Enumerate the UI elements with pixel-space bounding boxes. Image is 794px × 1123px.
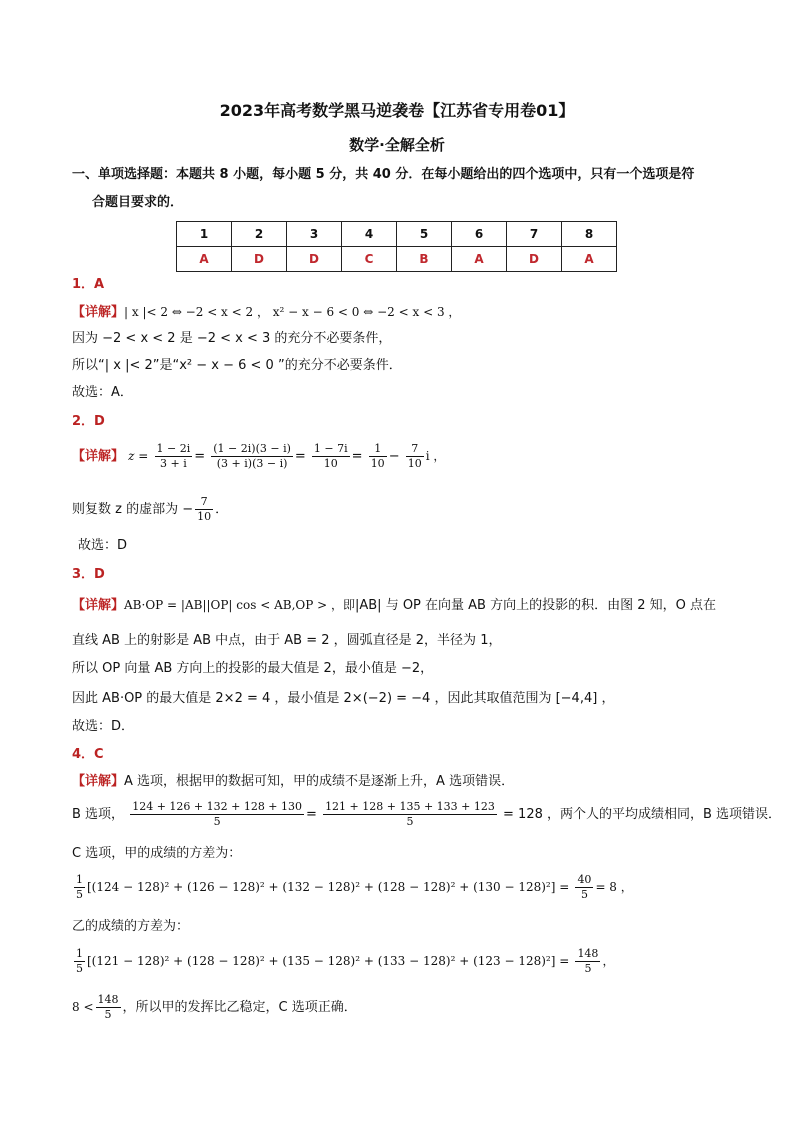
q1-line4: 故选：A．	[72, 385, 133, 400]
q2-frac3: $\frac{1 - 7i}{10}$	[313, 442, 348, 470]
q2-tag: 【详解】	[72, 449, 125, 464]
question-answer: A	[452, 247, 507, 272]
q1-tag: 【详解】	[72, 305, 125, 320]
question-answer: A	[177, 247, 232, 272]
q2-line2: 则复数 z 的虚部为 − $\frac{7}{10}$ ．	[72, 495, 229, 523]
question-number: 5	[397, 222, 452, 247]
answer-table-numbers	[177, 222, 617, 247]
q4-frac-one: $\frac{1}{5}$	[76, 873, 83, 901]
question-number: 1	[177, 222, 232, 247]
q4-line3: C 选项，甲的成绩的方差为：	[72, 846, 242, 861]
q4-frac-a: $\frac{124 + 126 + 132 + 128 + 130}{5}$	[132, 800, 303, 828]
q3-tag: 【详解】	[72, 598, 125, 613]
q3-line5: 故选：D．	[72, 719, 135, 734]
q1-expr: | x |< 2 ⇔ −2 < x < 2 ， x² − x − 6 < 0 ⇔ −2 < x < 3 ，	[124, 305, 461, 319]
question-number: 4	[342, 222, 397, 247]
q4-frac-148: $\frac{148}{5}$	[577, 947, 599, 975]
page-title: 2023年高考数学黑马逆袭卷【江苏省专用卷01】	[219, 101, 575, 120]
q4-line2: B 选项， $\frac{124 + 126 + 132 + 128 + 130}{5}$ = $\frac{121 + 128 + 135 + 133 + 123}{5}$ = 128 ，两个人的平均成绩相同，B 选项错误．	[72, 800, 782, 828]
q2-frac2: $\frac{(1 - 2i)(3 - i)}{(3 + i)(3 - i)}$	[213, 442, 291, 470]
q1-line3: 所以“| x |< 2”是“x² − x − 6 < 0 ”的充分不必要条件．	[72, 358, 402, 373]
q1-line1	[72, 303, 460, 322]
section-heading-cont: 合题目要求的．	[92, 195, 184, 210]
q3-heading: 3．D	[72, 567, 105, 582]
q3-line2: 直线 AB 上的射影是 AB 中点，由于 AB = 2 ，圆弧直径是 2，半径为 1，	[72, 633, 502, 648]
question-number: 7	[507, 222, 562, 247]
question-number: 3	[287, 222, 342, 247]
q2-heading: 2．D	[72, 414, 105, 429]
q2-frac6: $\frac{7}{10}$	[197, 495, 212, 523]
q4-line6: $\frac{1}{5}$ [(121 − 128)² + (128 − 128)² + (135 − 128)² + (133 − 128)² + (123 − 128)²] = $\frac{148}{5}$ ，	[76, 947, 615, 975]
question-number: 2	[232, 222, 287, 247]
question-answer: D	[287, 247, 342, 272]
q4-frac-40: $\frac{40}{5}$	[577, 873, 592, 901]
answer-table	[176, 221, 617, 272]
answer-table-answers	[177, 247, 617, 272]
q3-line1: 【详解】AB·OP = |AB||OP| cos < AB,OP > ，即|AB| 与 OP 在向量 AB 方向上的投影的积．由图 2 知，O 点在	[72, 598, 717, 613]
q3-line3: 所以 OP 向量 AB 方向上的投影的最大值是 2，最小值是 −2，	[72, 661, 434, 676]
q4-line5: 乙的成绩的方差为：	[72, 919, 190, 934]
q3-expr: AB·OP = |AB||OP| cos < AB,OP > ，即	[124, 598, 355, 612]
question-number: 8	[562, 222, 617, 247]
q4-frac-148b: $\frac{148}{5}$	[97, 993, 119, 1021]
q1-heading: 1．A	[72, 277, 105, 292]
q4-line4: $\frac{1}{5}$ [(124 − 128)² + (126 − 128)² + (132 − 128)² + (128 − 128)² + (130 − 128)²] = $\frac{40}{5}$ = 8 ，	[76, 873, 633, 901]
section-heading: 一、单项选择题：本题共 8 小题，每小题 5 分，共 40 分．在每小题给出的四个选项中，只有一个选项是符	[72, 167, 695, 182]
question-answer: B	[397, 247, 452, 272]
q1-line2: 因为 −2 < x < 2 是 −2 < x < 3 的充分不必要条件，	[72, 331, 392, 346]
question-answer: D	[507, 247, 562, 272]
q4-frac-b: $\frac{121 + 128 + 135 + 133 + 123}{5}$	[325, 800, 495, 828]
q4-tag: 【详解】	[72, 774, 125, 789]
q2-z: z =	[128, 449, 149, 463]
q2-line3: 故选：D	[78, 538, 128, 553]
q4-line7: 8 < $\frac{148}{5}$ ，所以甲的发挥比乙稳定，C 选项正确．	[72, 993, 357, 1021]
q2-line1: 【详解】 z = $\frac{1 - 2i}{3 + i}$ = $\frac{(1 - 2i)(3 - i)}{(3 + i)(3 - i)}$ = $\frac{1 - 7i}{10}$ = $\frac{1}{10}$ − $\frac{7}{10}$ i ，	[72, 442, 446, 470]
page-subtitle: 数学·全解全析	[349, 136, 445, 154]
question-answer: A	[562, 247, 617, 272]
question-number: 6	[452, 222, 507, 247]
q4-frac-one-2: $\frac{1}{5}$	[76, 947, 83, 975]
question-answer: D	[232, 247, 287, 272]
question-answer: C	[342, 247, 397, 272]
q4-line1: 【详解】A 选项，根据甲的数据可知，甲的成绩不是逐渐上升，A 选项错误．	[72, 774, 515, 789]
q2-frac1: $\frac{1 - 2i}{3 + i}$	[156, 442, 191, 470]
q4-heading: 4．C	[72, 747, 104, 762]
q2-frac5: $\frac{7}{10}$	[407, 442, 422, 470]
q2-frac4: $\frac{1}{10}$	[370, 442, 385, 470]
q3-line4: 因此 AB·OP 的最大值是 2×2 = 4 ，最小值是 2×(−2) = −4 ，因此其取值范围为 [−4,4] ，	[72, 691, 615, 706]
